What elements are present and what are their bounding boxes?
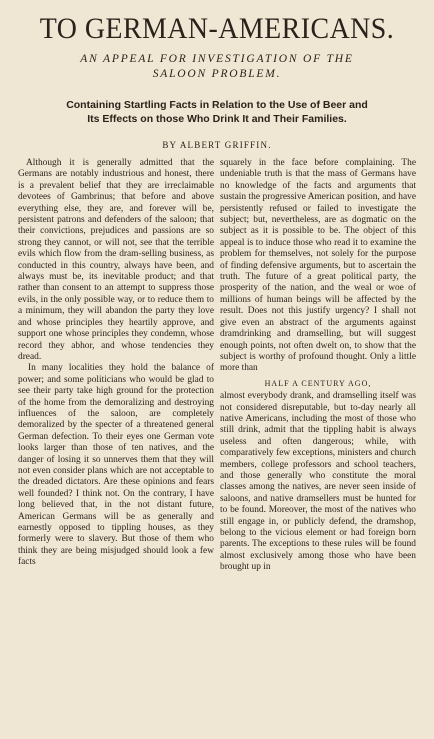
subtitle-line-2: SALOON PROBLEM. bbox=[152, 68, 282, 80]
document-title: TO GERMAN-AMERICANS. bbox=[39, 12, 395, 45]
section-heading: HALF A CENTURY AGO, bbox=[264, 378, 372, 388]
left-paragraph-1: Although it is generally admitted that the Germans are notably industrious and honest, there is a prevalent belief that they are irreclaimable devotees of Gambrinus; that before and above everything else, they are, and forever will be, persistent patrons and defenders of the saloon; that their convictions, prejudices and passions are so strong they cannot, or will not, see that the terrible evils which flow from the dram-selling business, as conducted in this country, always have been, and always must be, its inevitable product; and that rather than consent to an attempt to suppress those evils, in the only possible way, or to reduce them to a minimum, they will abandon the party they love and whose principles they heartily approve, and support one whose principles they condemn, whose record they abhor, and whose tendencies they dread. bbox=[18, 158, 214, 362]
subtitle-line-1: AN APPEAL FOR INVESTIGATION OF THE bbox=[80, 53, 354, 65]
right-column bbox=[220, 158, 416, 574]
byline: BY ALBERT GRIFFIN. bbox=[162, 140, 272, 150]
headline-line-1: Containing Startling Facts in Relation to the Use of Beer and bbox=[66, 99, 368, 111]
right-paragraph-2: almost everybody drank, and dramselling itself was not considered disreputable, but to-day nearly all native Americans, including the most of those who still drink, admit that the tippling habit is always useless and often dangerous; while, with comparatively few exceptions, ministers and church members, college professors and school teachers, and those generally who constitute the moral classes among the natives, are never seen inside of saloons, and native dramsellers must be hunted for to be found. Moreover, the most of the natives who still engage in, or publicly defend, the dramshop, belong to the vicious element or had foreign born parents. The exceptions to these rules will be found almost exclusively among those who have been brought up in bbox=[220, 391, 416, 573]
document-subtitle bbox=[18, 52, 416, 82]
headline-line-2: Its Effects on those Who Drink It and Their Families. bbox=[87, 113, 347, 125]
body-columns bbox=[18, 158, 416, 574]
document-headline bbox=[24, 98, 410, 126]
left-paragraph-2: In many localities they hold the balance of power; and some politicians who would be glad to see their party take high ground for the protection of the home from the demoralizing and destroying influences of the saloon, are completely demoralized by the specter of a threatened general German defection. To their eyes one German vote looks larger than those of ten natives, and the danger of losing it so unnerves them that they will not even consider plans which are not acceptable to the dreaded dictators. Are these opinions and fears well founded? I think not. On the contrary, I have long believed that, in the not distant future, American Germans will be as generally and earnestly opposed to tippling houses, as they formerly were to slavery. But those of them who think they are being misjudged should look a few facts bbox=[18, 363, 214, 568]
right-paragraph-1: squarely in the face before complaining. The undeniable truth is that the mass of Germans have no knowledge of the facts and arguments that sustain the progressive American position, and have persistently refused or failed to investigate the subject; but, nevertheless, are as dogmatic on the subject as it is possible to be. The object of this appeal is to induce those who read it to examine the problem for themselves, not solely for the purpose of finding defensive arguments, but to ascertain the truth. The future of a great political party, the prosperity of the nation, and the weal or woe of millions of human beings will be affected by the result. Does not this justify urgency? I shall not give even an abstract of the arguments against dramdrinking and dramselling, but will suggest enough points, not often dwelt on, to show that the subject is worthy of profound thought. Only a little more than bbox=[220, 158, 416, 374]
left-column bbox=[18, 158, 214, 574]
